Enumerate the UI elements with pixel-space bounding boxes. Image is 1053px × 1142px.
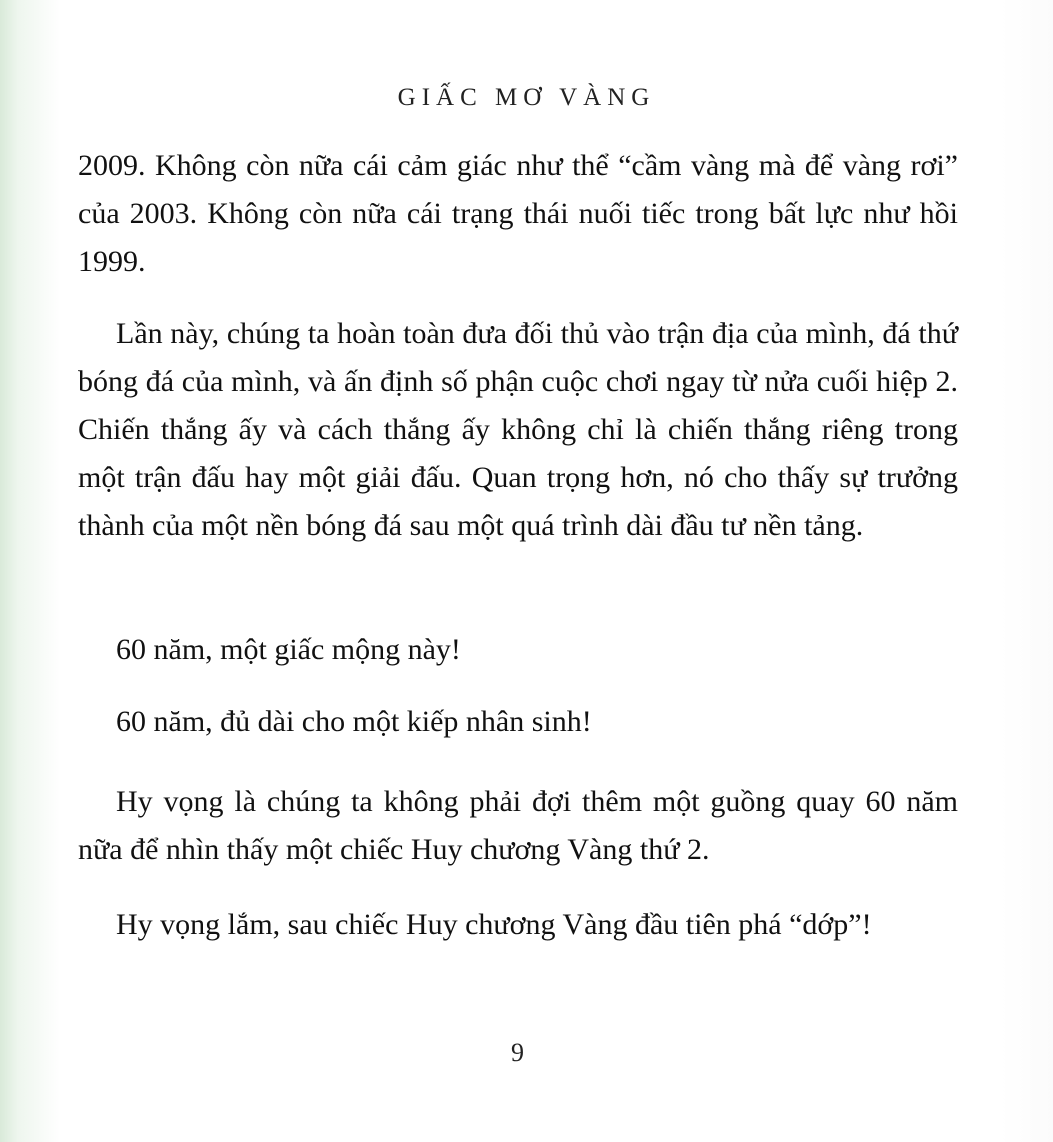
running-head: GIẤC MƠ VÀNG: [397, 84, 656, 111]
paragraph-text: 60 năm, đủ dài cho một kiếp nhân sinh!: [116, 705, 592, 738]
page-number: 9: [511, 1038, 524, 1067]
paragraph: [78, 778, 958, 874]
paragraph: [78, 626, 958, 674]
paragraph-text: Lần này, chúng ta hoàn toàn đưa đối thủ vào trận địa của mình, đá thứ bóng đá của mình, và ấn định số phận cuộc chơi ngay từ nửa cuối hiệp 2. Chiến thắng ấy và cách thắng ấy không chỉ là chiến thắng riêng trong một trận đấu hay một giải đấu. Quan trọng hơn, nó cho thấy sự trưởng thành của một nền bóng đá sau một quá trình dài đầu tư nền tảng.: [78, 317, 958, 542]
paragraph-text: 60 năm, một giấc mộng này!: [116, 633, 461, 666]
paragraph: [78, 310, 958, 550]
paragraph-text: Hy vọng lắm, sau chiếc Huy chương Vàng đầu tiên phá “dớp”!: [116, 908, 872, 941]
paragraph-text: 2009. Không còn nữa cái cảm giác như thể “cầm vàng mà để vàng rơi” của 2003. Không còn nữa cái trạng thái nuối tiếc trong bất lực như hồi 1999.: [78, 149, 958, 278]
paragraph-text: Hy vọng là chúng ta không phải đợi thêm một guồng quay 60 năm nữa để nhìn thấy một chiếc Huy chương Vàng thứ 2.: [78, 785, 958, 866]
paragraph-continuation: [78, 142, 958, 286]
paragraph: [78, 698, 958, 746]
paragraph: [78, 901, 958, 949]
